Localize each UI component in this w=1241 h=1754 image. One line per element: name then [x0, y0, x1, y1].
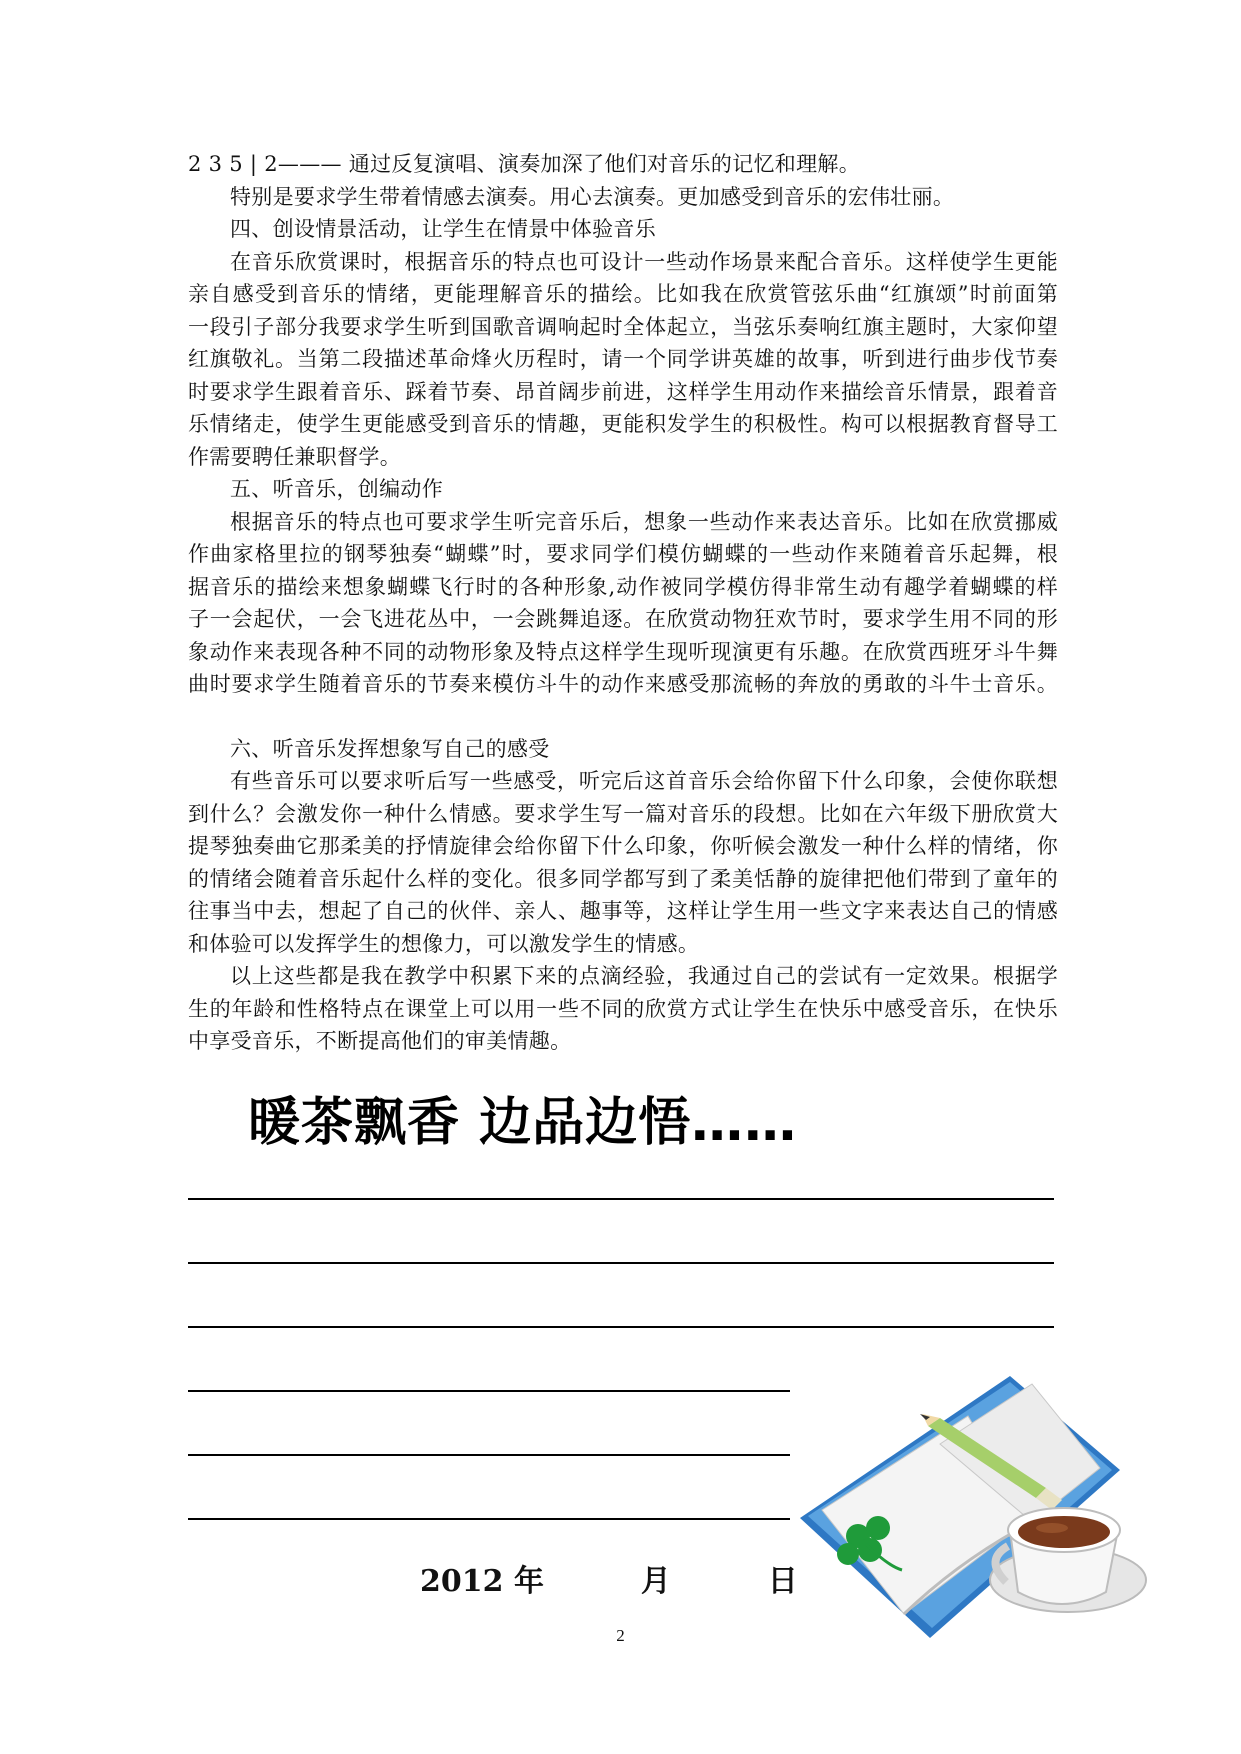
- text-line: 象动作来表现各种不同的动物形象及特点这样学生现听现演更有乐趣。在欣赏西班牙斗牛舞: [188, 639, 1058, 664]
- text-line: 亲自感受到音乐的情绪，更能理解音乐的描绘。比如我在欣赏管弦乐曲“红旗颂”时前面第: [188, 282, 1058, 306]
- text-line: 根据音乐的特点也可要求学生听完音乐后，想象一些动作来表达音乐。比如在欣赏挪威: [230, 509, 1058, 534]
- text-line: 以上这些都是我在教学中积累下来的点滴经验，我通过自己的尝试有一定效果。根据学: [230, 964, 1058, 988]
- text-line: 往事当中去，想起了自己的伙伴、亲人、趣事等，这样让学生用一些文字来表达自己的情感: [188, 899, 1058, 923]
- text-line: 乐情绪走，使学生更能感受到音乐的情趣，更能积发学生的积极性。构可以根据教育督导工: [188, 412, 1058, 436]
- text-line: 五、听音乐，创编动作: [230, 477, 443, 501]
- writing-line: [188, 1454, 790, 1456]
- text-line: 生的年龄和性格特点在课堂上可以用一些不同的欣赏方式让学生在快乐中感受音乐，在快乐: [188, 996, 1058, 1021]
- writing-line: [188, 1326, 1054, 1328]
- text-line: 在音乐欣赏课时，根据音乐的特点也可设计一些动作场景来配合音乐。这样使学生更能: [230, 249, 1058, 274]
- text-line: 作曲家格里拉的钢琴独奏“蝴蝶”时，要求同学们模仿蝴蝶的一些动作来随着音乐起舞，根: [188, 542, 1058, 566]
- text-line: 红旗敬礼。当第二段描述革命烽火历程时，请一个同学讲英雄的故事，听到进行曲步伐节奏: [188, 347, 1058, 371]
- reflection-heading: 暖茶飘香 边品边悟……: [248, 1093, 798, 1153]
- text-line: 据音乐的描绘来想象蝴蝶飞行时的各种形象,动作被同学模仿得非常生动有趣学着蝴蝶的样: [188, 574, 1058, 599]
- text-line: 和体验可以发挥学生的想像力，可以激发学生的情感。: [188, 931, 700, 956]
- text-line: 有些音乐可以要求听后写一些感受，听完后这首音乐会给你留下什么印象，会使你联想: [230, 769, 1058, 793]
- text-line: 作需要聘任兼职督学。: [188, 444, 401, 469]
- text-line: 提琴独奏曲它那柔美的抒情旋律会给你留下什么印象，你听候会激发一种什么样的情绪，你: [188, 834, 1058, 858]
- writing-line: [188, 1518, 790, 1520]
- date-month: 月: [640, 1564, 671, 1599]
- page-number: 2: [616, 1626, 625, 1645]
- body-text: [188, 148, 1058, 1058]
- notebook-pencil-clover-teacup-icon: [800, 1370, 1180, 1640]
- date-day: 日: [767, 1564, 798, 1599]
- text-line: 曲时要求学生随着音乐的节奏来模仿斗牛的动作来感受那流畅的奔放的勇敢的斗牛士音乐。: [188, 672, 1058, 696]
- text-line: 时要求学生跟着音乐、踩着节奏、昂首阔步前进，这样学生用动作来描绘音乐情景，跟着音: [188, 379, 1058, 404]
- text-line: 中享受音乐，不断提高他们的审美情趣。: [188, 1029, 572, 1053]
- text-line: 的情绪会随着音乐起什么样的变化。很多同学都写到了柔美恬静的旋律把他们带到了童年的: [188, 866, 1058, 891]
- writing-line: [188, 1262, 1054, 1264]
- text-line: [188, 701, 1058, 733]
- text-line: 子一会起伏，一会飞进花丛中，一会跳舞追逐。在欣赏动物狂欢节时，要求学生用不同的形: [188, 607, 1058, 631]
- text-line: 一段引子部分我要求学生听到国歌音调响起时全体起立，当弦乐奏响红旗主题时，大家仰望: [188, 314, 1058, 339]
- text-line: 特别是要求学生带着情感去演奏。用心去演奏。更加感受到音乐的宏伟壮丽。: [230, 184, 955, 209]
- text-line: 2 3 5 | 2——— 通过反复演唱、演奏加深了他们对音乐的记忆和理解。: [188, 152, 860, 176]
- text-line: 六、听音乐发挥想象写自己的感受: [230, 736, 550, 761]
- writing-line: [188, 1198, 1054, 1200]
- writing-line: [188, 1390, 790, 1392]
- text-line: 到什么？会激发你一种什么情感。要求学生写一篇对音乐的段想。比如在六年级下册欣赏大: [188, 801, 1058, 826]
- text-line: 四、创设情景活动，让学生在情景中体验音乐: [230, 217, 656, 241]
- date-line: [420, 1556, 798, 1600]
- date-year: 2012 年: [420, 1564, 544, 1599]
